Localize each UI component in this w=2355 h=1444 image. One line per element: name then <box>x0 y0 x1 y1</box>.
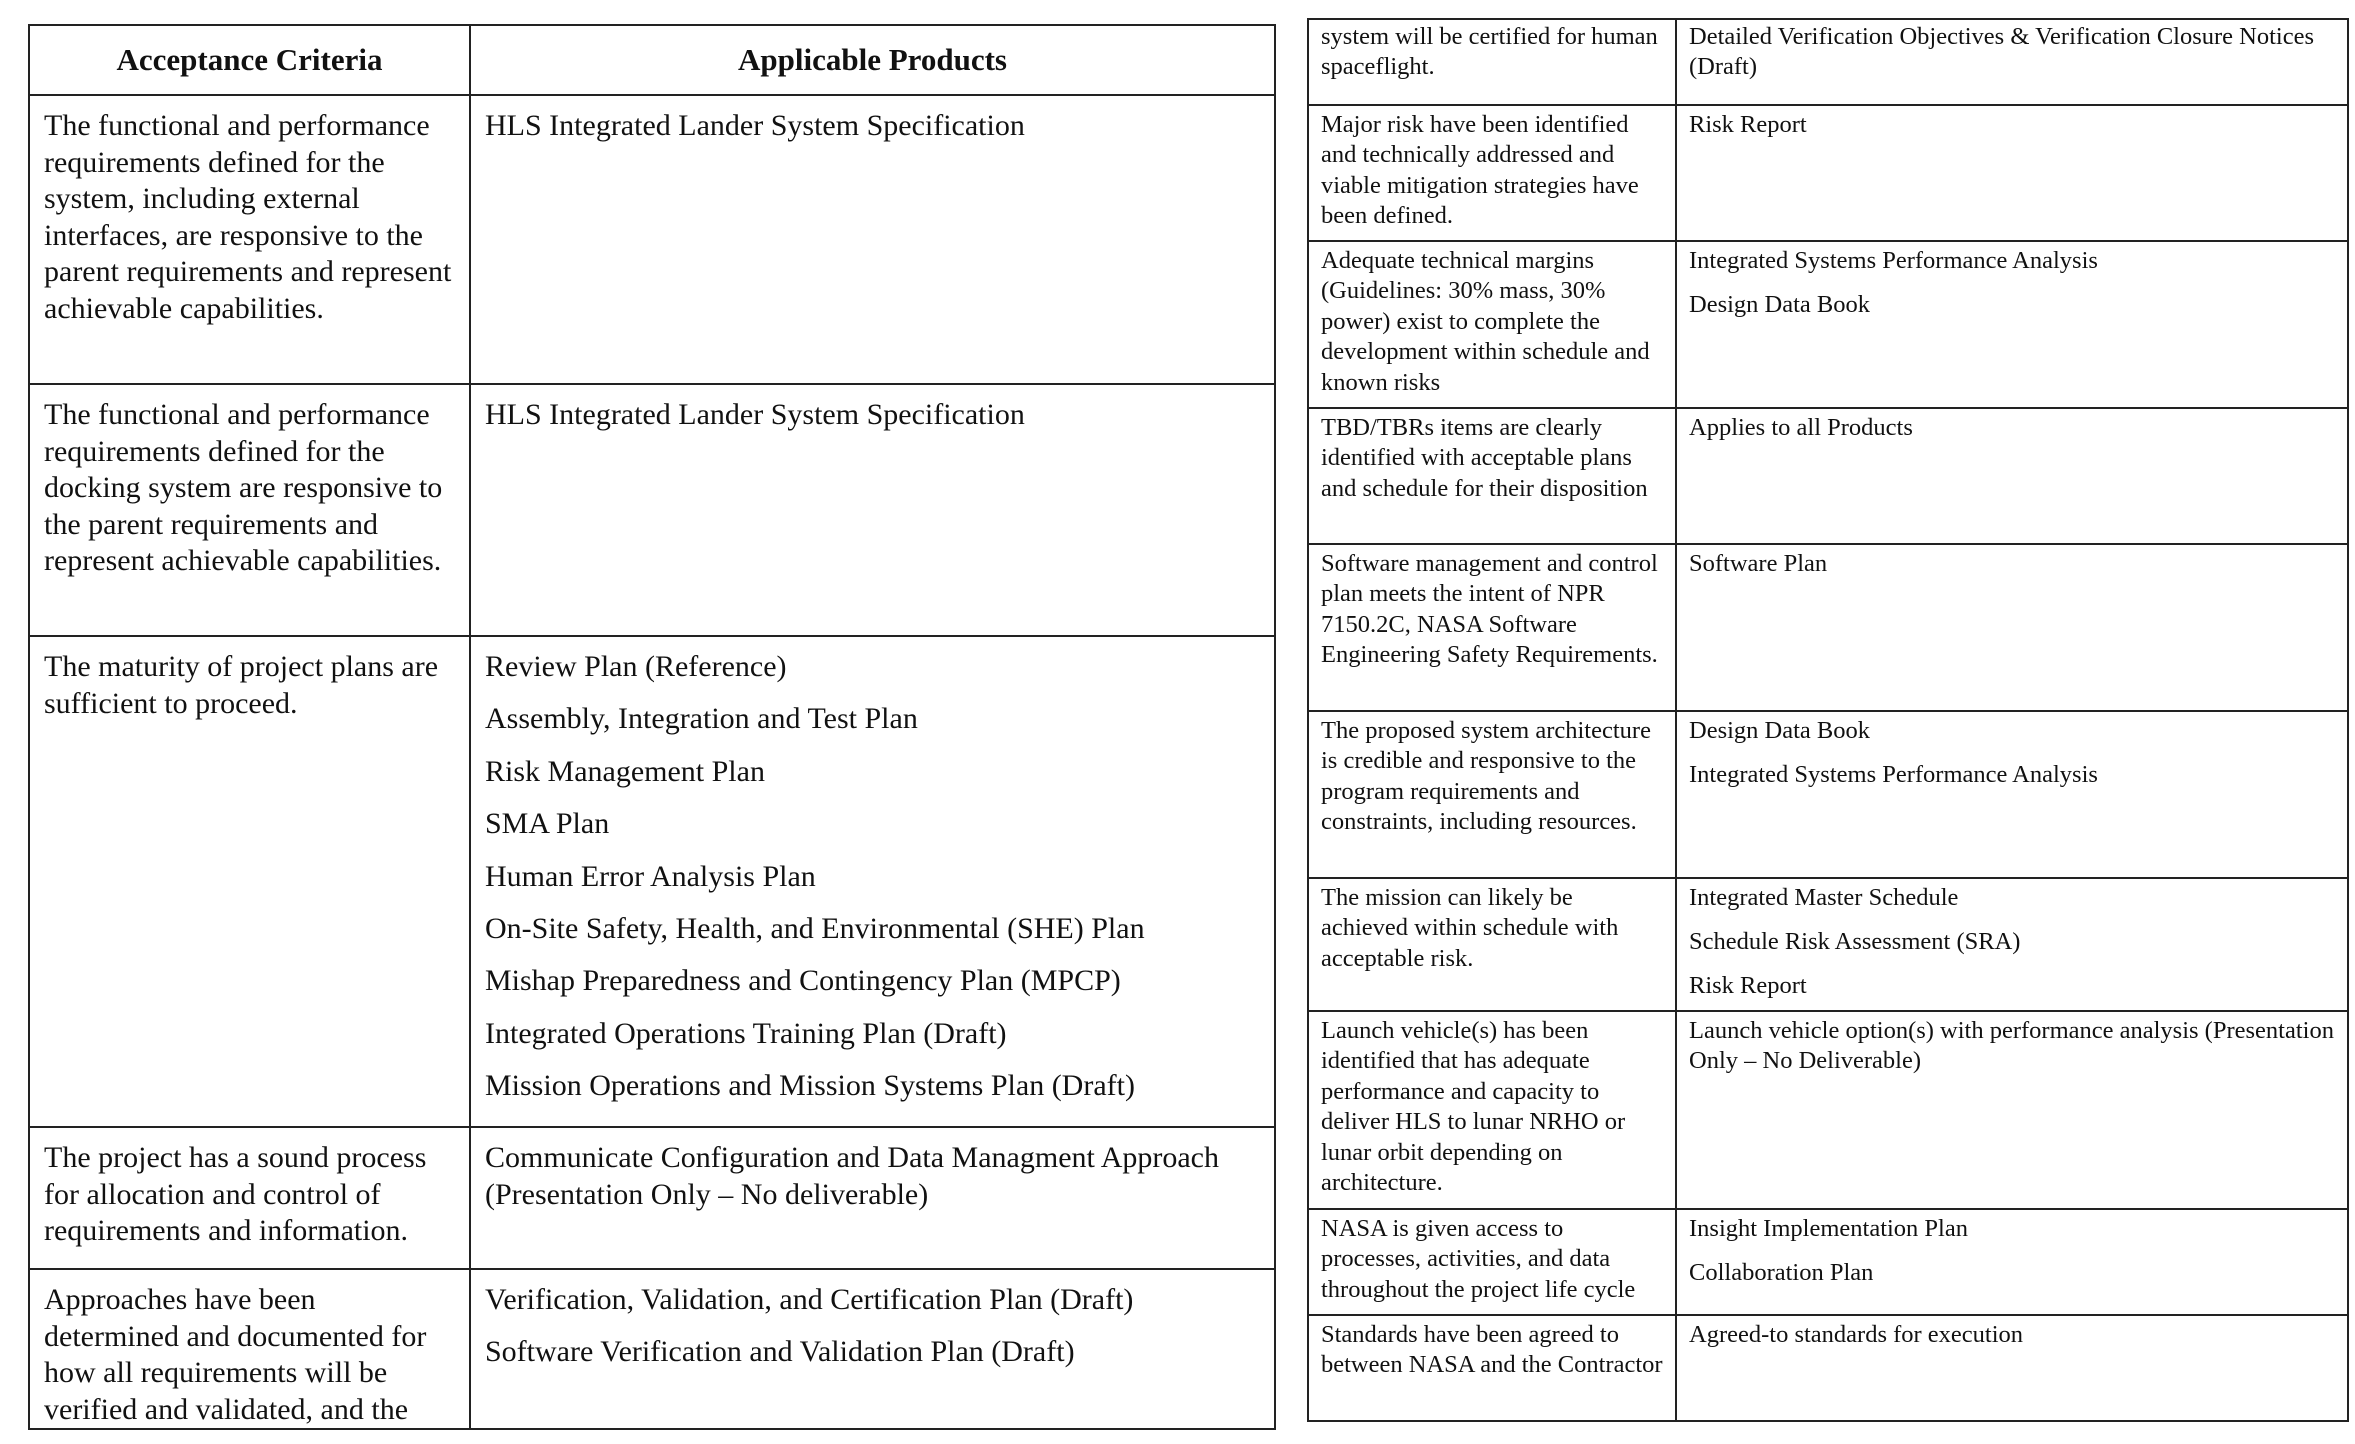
product-item: Review Plan (Reference) <box>485 650 787 683</box>
product-item: Integrated Master Schedule <box>1689 884 1959 911</box>
table-row <box>1308 19 2348 105</box>
header-acceptance-criteria: Acceptance Criteria <box>29 25 470 95</box>
product-item: HLS Integrated Lander System Specification <box>485 398 1025 431</box>
criteria-cell: The functional and performance requirements defined for the docking system are responsive to the parent requirements and represent achievable capabilities. <box>29 384 470 636</box>
product-item: Launch vehicle option(s) with performance analysis (Presentation Only – No Deliverable) <box>1689 1017 2334 1075</box>
products-cell <box>1676 1315 2348 1421</box>
criteria-cell: Adequate technical margins (Guidelines: 30% mass, 30% power) exist to complete the development within schedule and known risks <box>1308 241 1676 408</box>
products-cell <box>470 384 1275 636</box>
product-item: Integrated Systems Performance Analysis <box>1689 760 2098 788</box>
table-row <box>1308 1011 2348 1209</box>
table-row <box>1308 711 2348 878</box>
acceptance-criteria-table-right <box>1307 18 2349 1422</box>
criteria-cell: TBD/TBRs items are clearly identified with acceptable plans and schedule for their disposition <box>1308 408 1676 544</box>
table-row <box>1308 241 2348 408</box>
product-item: Agreed-to standards for execution <box>1689 1321 2024 1348</box>
product-item: HLS Integrated Lander System Specification <box>485 109 1025 142</box>
table-row <box>29 636 1275 1127</box>
table-row <box>1308 105 2348 241</box>
product-item: Software Plan <box>1689 550 1828 577</box>
products-cell <box>1676 241 2348 408</box>
criteria-cell: Major risk have been identified and technically addressed and viable mitigation strategies have been defined. <box>1308 105 1676 241</box>
product-item: Detailed Verification Objectives & Verification Closure Notices (Draft) <box>1689 23 2315 81</box>
product-item: Risk Report <box>1689 971 1807 999</box>
criteria-cell: The maturity of project plans are sufficient to proceed. <box>29 636 470 1127</box>
table-header-row <box>29 25 1275 95</box>
criteria-cell: Standards have been agreed to between NASA and the Contractor <box>1308 1315 1676 1421</box>
product-item: Integrated Operations Training Plan (Draft) <box>485 1016 1007 1050</box>
table-row <box>1308 1315 2348 1421</box>
criteria-cell: Approaches have been determined and documented for how all requirements will be verified and validated, and the <box>29 1269 470 1429</box>
criteria-cell: system will be certified for human spaceflight. <box>1308 19 1676 105</box>
product-item: Insight Implementation Plan <box>1689 1215 1968 1242</box>
product-item: Collaboration Plan <box>1689 1258 1874 1286</box>
table-row <box>29 384 1275 636</box>
product-item: Software Verification and Validation Plan (Draft) <box>485 1335 1075 1369</box>
header-applicable-products: Applicable Products <box>470 25 1275 95</box>
products-cell <box>1676 878 2348 1011</box>
product-item: Communicate Configuration and Data Managment Approach (Presentation Only – No deliverable) <box>485 1141 1219 1211</box>
table-row <box>1308 544 2348 711</box>
criteria-cell: Launch vehicle(s) has been identified that has adequate performance and capacity to deliver HLS to lunar NRHO or lunar orbit depending on architecture. <box>1308 1011 1676 1209</box>
criteria-cell: The project has a sound process for allocation and control of requirements and information. <box>29 1127 470 1269</box>
products-cell <box>1676 711 2348 878</box>
product-item: Mission Operations and Mission Systems Plan (Draft) <box>485 1069 1135 1103</box>
products-cell <box>1676 1011 2348 1209</box>
products-cell <box>1676 105 2348 241</box>
product-item: Mishap Preparedness and Contingency Plan (MPCP) <box>485 964 1121 998</box>
criteria-cell: NASA is given access to processes, activities, and data throughout the project life cycle <box>1308 1209 1676 1315</box>
criteria-cell: The mission can likely be achieved within schedule with acceptable risk. <box>1308 878 1676 1011</box>
table-row <box>1308 878 2348 1011</box>
product-item: Schedule Risk Assessment (SRA) <box>1689 927 2021 955</box>
product-item: Risk Management Plan <box>485 754 765 788</box>
product-item: Human Error Analysis Plan <box>485 859 816 893</box>
criteria-cell: Software management and control plan meets the intent of NPR 7150.2C, NASA Software Engineering Safety Requirements. <box>1308 544 1676 711</box>
product-item: SMA Plan <box>485 807 610 841</box>
product-item: On-Site Safety, Health, and Environmental (SHE) Plan <box>485 911 1145 945</box>
products-cell <box>470 95 1275 384</box>
products-cell <box>1676 19 2348 105</box>
acceptance-criteria-table-left <box>28 24 1276 1430</box>
products-cell <box>1676 1209 2348 1315</box>
product-item: Verification, Validation, and Certification Plan (Draft) <box>485 1283 1134 1316</box>
product-item: Applies to all Products <box>1689 414 1913 441</box>
products-cell <box>1676 408 2348 544</box>
table-row <box>29 1269 1275 1429</box>
product-item: Integrated Systems Performance Analysis <box>1689 247 2098 274</box>
table-row <box>1308 1209 2348 1315</box>
products-cell <box>470 1127 1275 1269</box>
products-cell <box>470 1269 1275 1429</box>
table-row <box>29 1127 1275 1269</box>
products-cell <box>1676 544 2348 711</box>
product-item: Risk Report <box>1689 111 1807 138</box>
criteria-cell: The proposed system architecture is credible and responsive to the program requirements and constraints, including resources. <box>1308 711 1676 878</box>
product-item: Design Data Book <box>1689 290 1870 318</box>
product-item: Design Data Book <box>1689 717 1870 744</box>
product-item: Assembly, Integration and Test Plan <box>485 702 918 736</box>
criteria-cell: The functional and performance requirements defined for the system, including external interfaces, are responsive to the parent requirements and represent achievable capabilities. <box>29 95 470 384</box>
products-cell <box>470 636 1275 1127</box>
table-row <box>1308 408 2348 544</box>
table-row <box>29 95 1275 384</box>
